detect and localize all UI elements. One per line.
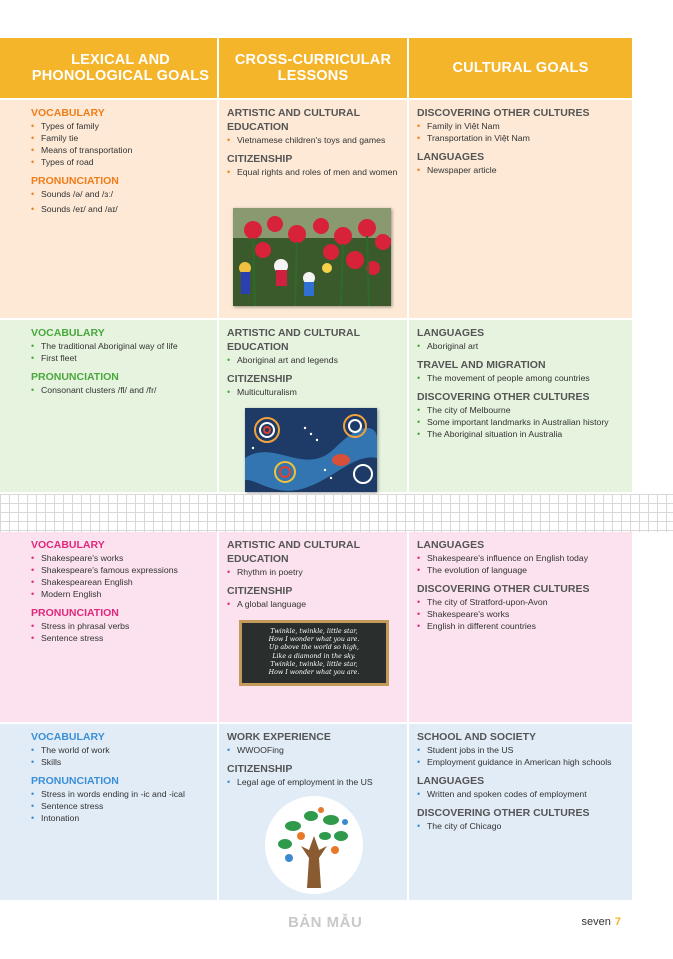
item-list [31,620,209,644]
section-heading: PRONUNCIATION [31,175,119,187]
chalkboard-poem [239,620,389,686]
section-heading: VOCABULARY [31,539,105,551]
section-heading: LANGUAGES [417,539,485,551]
page-word: seven [581,916,611,928]
table-header [0,38,632,98]
section-heading: ARTISTIC AND CULTURAL EDUCATION [227,327,360,353]
section-heading: TRAVEL AND MIGRATION [417,359,546,371]
list-item: • The world of work [31,744,209,756]
section-heading: DISCOVERING OTHER CULTURES [417,107,590,119]
section-heading: CITIZENSHIP [227,763,293,775]
poem-line: Twinkle, twinkle, little star, [270,660,358,668]
lexical-cell [0,100,219,318]
item-list [227,354,399,366]
item-list [227,744,399,756]
list-item: • WWOOFing [227,744,399,756]
toy-figurines-photo [233,208,391,306]
list-item: • Written and spoken codes of employment [417,788,624,800]
list-item: • The traditional Aboriginal way of life [31,340,209,352]
section-heading: VOCABULARY [31,107,105,119]
grid-divider [0,494,673,532]
list-item: • Types of family [31,120,209,132]
cultural-cell [409,724,632,900]
section-heading: ARTISTIC AND CULTURAL EDUCATION [227,107,360,133]
list-item: • Sentence stress [31,632,209,644]
item-list [31,788,209,824]
item-list [227,566,399,578]
item-list [31,120,209,168]
section-heading: PRONUNCIATION [31,775,119,787]
section-heading: PRONUNCIATION [31,607,119,619]
section-heading: LANGUAGES [417,775,485,787]
table-row [0,318,632,492]
lexical-cell [0,724,219,900]
item-list [417,340,624,352]
cultural-cell [409,320,632,492]
section-heading: PRONUNCIATION [31,371,119,383]
list-item: • Shakespearean English [31,576,209,588]
list-item: • Family in Việt Nam [417,120,624,132]
list-item: • The movement of people among countries [417,372,624,384]
section-heading: VOCABULARY [31,327,105,339]
watermark: BẢN MẪU [288,914,363,931]
item-list [31,744,209,768]
list-item: • Legal age of employment in the US [227,776,399,788]
section-heading: DISCOVERING OTHER CULTURES [417,391,590,403]
section-heading: ARTISTIC AND CULTURAL EDUCATION [227,539,360,565]
syllabus-table-lower [0,532,632,900]
list-item: • Family tie [31,132,209,144]
list-item: • The evolution of language [417,564,624,576]
list-item: • Aboriginal art and legends [227,354,399,366]
list-item: • The city of Chicago [417,820,624,832]
list-item: • The city of Melbourne [417,404,624,416]
item-list [227,134,399,146]
list-item: • Sentence stress [31,800,209,812]
item-list [31,384,209,396]
table-row [0,532,632,722]
list-item: • Student jobs in the US [417,744,624,756]
aboriginal-painting [245,408,377,492]
section-heading: SCHOOL AND SOCIETY [417,731,537,743]
list-item: • Shakespeare's famous expressions [31,564,209,576]
section-heading: DISCOVERING OTHER CULTURES [417,583,590,595]
section-heading: CITIZENSHIP [227,585,293,597]
table-row [0,722,632,900]
list-item: • Stress in phrasal verbs [31,620,209,632]
item-list [417,552,624,576]
section-heading: CITIZENSHIP [227,153,293,165]
lexical-cell [0,532,219,722]
section-heading: DISCOVERING OTHER CULTURES [417,807,590,819]
list-item: • Some important landmarks in Australian history [417,416,624,428]
list-item: • Means of transportation [31,144,209,156]
item-list [417,744,624,768]
section-heading: LANGUAGES [417,327,485,339]
list-item: • A global language [227,598,399,610]
item-list [417,372,624,384]
list-item: • First fleet [31,352,209,364]
list-item: • Aboriginal art [417,340,624,352]
cross-curricular-cell [219,320,409,492]
header-cross-curricular: CROSS-CURRICULAR LESSONS [219,38,409,98]
item-list [417,164,624,176]
page-digit: 7 [614,916,621,928]
list-item: • Sounds /eɪ/ and /aɪ/ [31,203,209,215]
item-list [417,596,624,632]
list-item: • English in different countries [417,620,624,632]
list-item: • Skills [31,756,209,768]
cross-curricular-cell [219,724,409,900]
header-cultural: CULTURAL GOALS [452,60,589,76]
section-heading: VOCABULARY [31,731,105,743]
item-list [31,188,209,215]
cultural-cell [409,100,632,318]
list-item: • Consonant clusters /fl/ and /fr/ [31,384,209,396]
lexical-cell [0,320,219,492]
page-number [582,916,621,928]
cultural-cell [409,532,632,722]
item-list [227,386,399,398]
item-list [417,788,624,800]
list-item: • Equal rights and roles of men and women [227,166,399,178]
list-item: • Shakespeare's influence on English today [417,552,624,564]
item-list [417,120,624,144]
item-list [227,598,399,610]
list-item: • Stress in words ending in -ic and -ical [31,788,209,800]
item-list [31,552,209,600]
poem-line: Up above the world so high, [269,644,359,652]
list-item: • Types of road [31,156,209,168]
list-item: • The Aboriginal situation in Australia [417,428,624,440]
list-item: • Shakespeare's works [417,608,624,620]
list-item: • Newspaper article [417,164,624,176]
list-item: • Multiculturalism [227,386,399,398]
poem-line: How I wonder what you are. [268,669,360,677]
item-list [31,340,209,364]
table-row [0,98,632,318]
list-item: • Intonation [31,812,209,824]
item-list [417,820,624,832]
item-list [227,166,399,178]
poem-line: How I wonder what you are. [268,636,360,644]
tree-hand-illustration [265,796,363,894]
cross-curricular-cell [219,100,409,318]
list-item: • Employment guidance in American high schools [417,756,624,768]
list-item: • Transportation in Việt Nam [417,132,624,144]
list-item: • Modern English [31,588,209,600]
poem-line: Like a diamond in the sky. [272,652,356,660]
list-item: • Shakespeare's works [31,552,209,564]
item-list [417,404,624,440]
cross-curricular-cell [219,532,409,722]
syllabus-table [0,38,632,492]
poem-line: Twinkle, twinkle, little star, [270,628,358,635]
list-item: • The city of Stratford-upon-Avon [417,596,624,608]
section-heading: WORK EXPERIENCE [227,731,331,743]
section-heading: LANGUAGES [417,151,485,163]
item-list [227,776,399,788]
list-item: • Vietnamese children's toys and games [227,134,399,146]
header-lexical: LEXICAL AND PHONOLOGICAL GOALS [0,38,219,98]
list-item: • Rhythm in poetry [227,566,399,578]
list-item: • Sounds /ə/ and /ɜː/ [31,188,209,200]
section-heading: CITIZENSHIP [227,373,293,385]
